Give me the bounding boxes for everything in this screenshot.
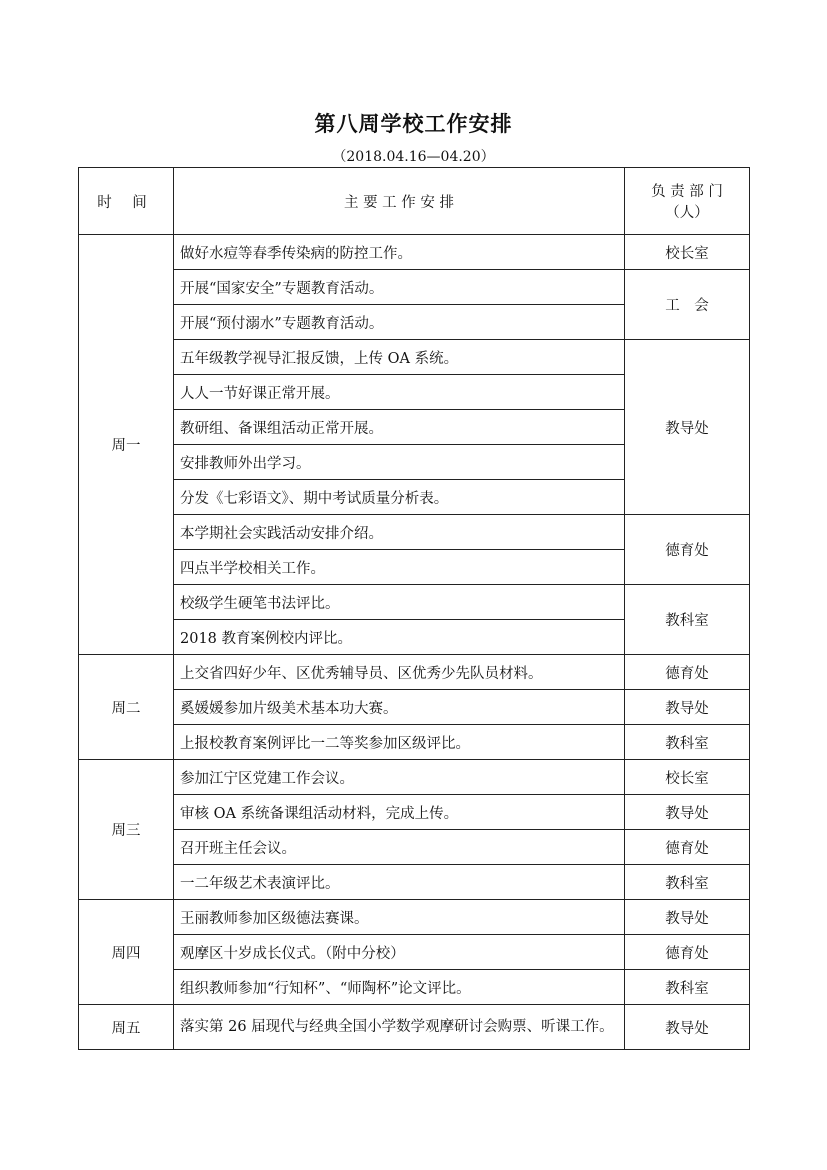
dept-cell: 教科室 xyxy=(625,585,750,655)
work-item: 落实第 26 届现代与经典全国小学数学观摩研讨会购票、听课工作。 xyxy=(174,1005,625,1050)
table-row xyxy=(79,725,750,760)
header-work: 主 要 工 作 安 排 xyxy=(174,168,625,235)
work-item: 召开班主任会议。 xyxy=(174,830,625,865)
table-row xyxy=(79,830,750,865)
day-thursday: 周四 xyxy=(79,900,174,1005)
dept-cell: 德育处 xyxy=(625,935,750,970)
work-item: 上交省四好少年、区优秀辅导员、区优秀少先队员材料。 xyxy=(174,655,625,690)
work-item: 分发《七彩语文》、期中考试质量分析表。 xyxy=(174,480,625,515)
dept-cell: 德育处 xyxy=(625,515,750,585)
table-row xyxy=(79,935,750,970)
header-dept-line2: （人） xyxy=(665,205,709,221)
work-item: 四点半学校相关工作。 xyxy=(174,550,625,585)
work-item: 王丽教师参加区级德法赛课。 xyxy=(174,900,625,935)
page-title: 第八周学校工作安排 xyxy=(314,111,513,136)
work-item: 参加江宁区党建工作会议。 xyxy=(174,760,625,795)
schedule-table xyxy=(78,167,750,1050)
table-row xyxy=(79,585,750,620)
table-row xyxy=(79,515,750,550)
header-row xyxy=(79,168,750,235)
dept-cell: 教导处 xyxy=(625,340,750,515)
day-monday: 周一 xyxy=(79,235,174,655)
work-item: 开展“预付溺水”专题教育活动。 xyxy=(174,305,625,340)
table-row xyxy=(79,340,750,375)
work-item: 观摩区十岁成长仪式。（附中分校） xyxy=(174,935,625,970)
dept-cell: 教导处 xyxy=(625,1005,750,1050)
work-item: 教研组、备课组活动正常开展。 xyxy=(174,410,625,445)
table-row xyxy=(79,1005,750,1050)
dept-cell: 教科室 xyxy=(625,725,750,760)
work-item: 奚媛媛参加片级美术基本功大赛。 xyxy=(174,690,625,725)
table-row xyxy=(79,760,750,795)
work-item: 一二年级艺术表演评比。 xyxy=(174,865,625,900)
table-row xyxy=(79,270,750,305)
work-item: 本学期社会实践活动安排介绍。 xyxy=(174,515,625,550)
date-range: （2018.04.16—04.20） xyxy=(332,149,495,165)
work-item: 组织教师参加“行知杯”、“师陶杯”论文评比。 xyxy=(174,970,625,1005)
day-friday: 周五 xyxy=(79,1005,174,1050)
dept-cell: 教导处 xyxy=(625,690,750,725)
dept-cell: 教导处 xyxy=(625,900,750,935)
table-row xyxy=(79,690,750,725)
day-tuesday: 周二 xyxy=(79,655,174,760)
work-item: 做好水痘等春季传染病的防控工作。 xyxy=(174,235,625,270)
dept-cell: 德育处 xyxy=(625,830,750,865)
work-item: 五年级教学视导汇报反馈，上传 OA 系统。 xyxy=(174,340,625,375)
day-wednesday: 周三 xyxy=(79,760,174,900)
header-time: 时 间 xyxy=(79,168,174,235)
dept-cell: 校长室 xyxy=(625,235,750,270)
table-row xyxy=(79,970,750,1005)
dept-cell: 校长室 xyxy=(625,760,750,795)
table-row xyxy=(79,655,750,690)
work-item: 人人一节好课正常开展。 xyxy=(174,375,625,410)
dept-cell: 德育处 xyxy=(625,655,750,690)
work-item: 开展“国家安全”专题教育活动。 xyxy=(174,270,625,305)
table-row xyxy=(79,795,750,830)
work-item: 2018 教育案例校内评比。 xyxy=(174,620,625,655)
header-dept xyxy=(625,168,750,235)
work-item: 校级学生硬笔书法评比。 xyxy=(174,585,625,620)
table-row xyxy=(79,865,750,900)
dept-cell: 教科室 xyxy=(625,865,750,900)
header-dept-line1: 负 责 部 门 xyxy=(651,184,723,200)
table-row xyxy=(79,235,750,270)
dept-cell: 教科室 xyxy=(625,970,750,1005)
work-item: 安排教师外出学习。 xyxy=(174,445,625,480)
table-row xyxy=(79,900,750,935)
dept-cell: 教导处 xyxy=(625,795,750,830)
dept-cell: 工 会 xyxy=(625,270,750,340)
work-item: 审核 OA 系统备课组活动材料，完成上传。 xyxy=(174,795,625,830)
work-item: 上报校教育案例评比一二等奖参加区级评比。 xyxy=(174,725,625,760)
